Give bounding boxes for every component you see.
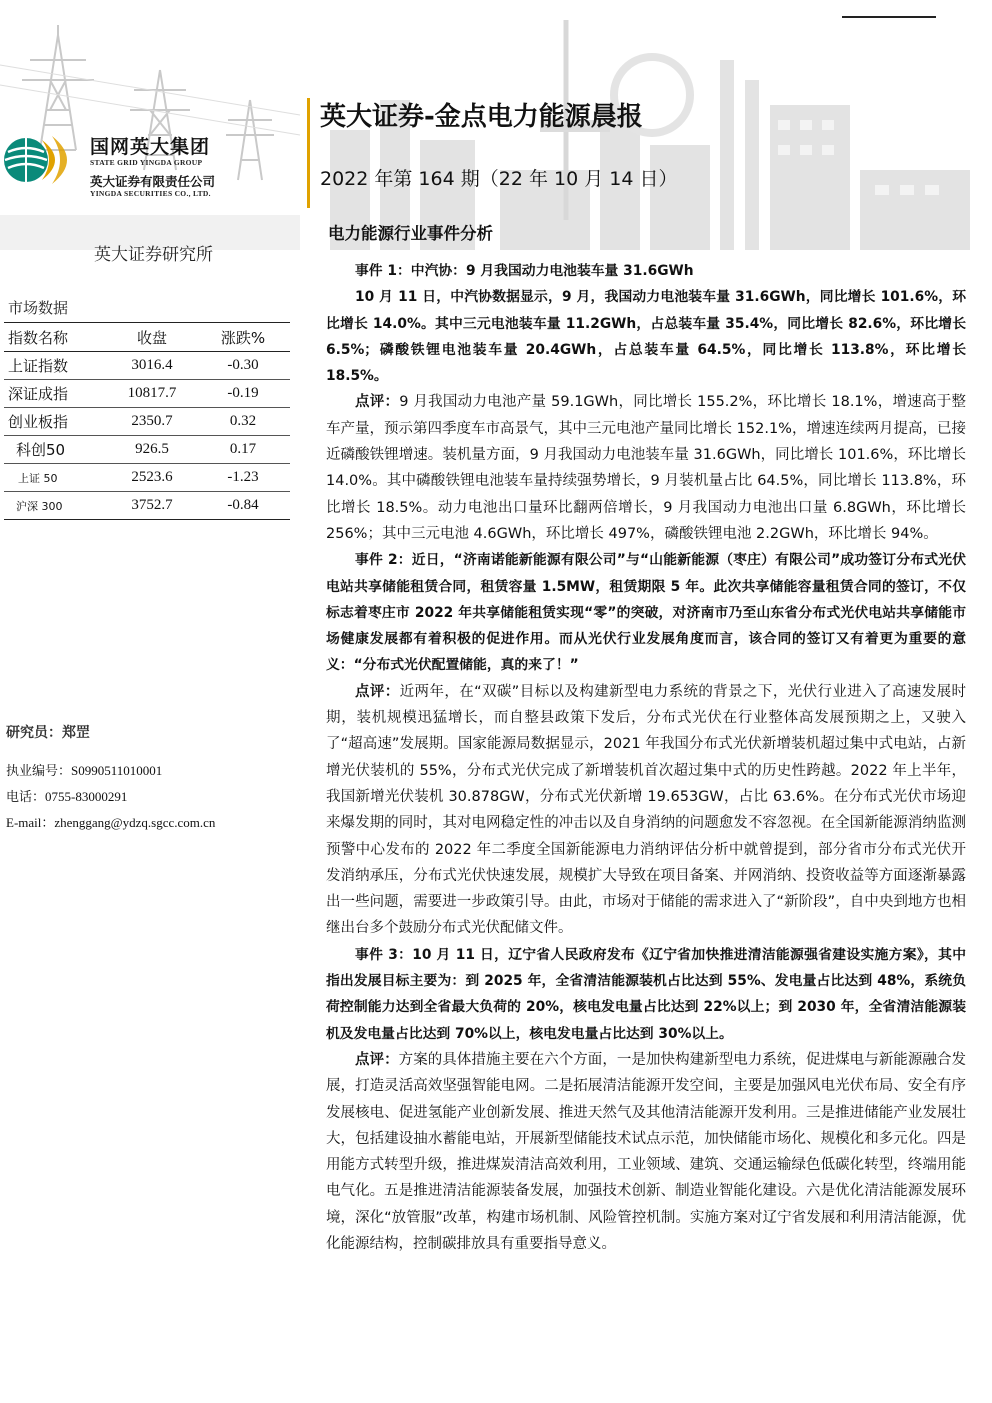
article-body	[326, 258, 966, 1257]
company-name-en: STATE GRID YINGDA GROUP	[90, 158, 203, 167]
index-name: 上证 50	[4, 464, 108, 492]
table-row	[4, 436, 290, 464]
index-name: 沪深 300	[4, 492, 108, 520]
index-change: 0.32	[196, 408, 290, 436]
index-change: -0.84	[196, 492, 290, 520]
comment-text: 方案的具体措施主要在六个方面，一是加快构建新型电力系统，促进煤电与新能源融合发展，打造灵活高效坚强智能电网。二是拓展清洁能源开发空间，主要是加强风电光伏布局、安全有序发展核电、促进氢能产业创新发展、推进天然气及其他清洁能源开发利用。三是推进储能产业发展壮大，包括建设抽水蓄能电站，开展新型储能技术试点示范，加快储能市场化、规模化和多元化。四是用能方式转型升级，推进煤炭清洁高效利用，工业领域、建筑、交通运输绿色低碳化转型，终端用能电气化。五是推进清洁能源装备发展，加强技术创新、制造业智能化建设。六是优化清洁能源发展环境，深化“放管服”改革，构建市场机制、风险管控机制。实施方案对辽宁省发展和利用清洁能源，优化能源结构，控制碳排放具有重要指导意义。	[326, 1051, 967, 1252]
comment-label: 点评：	[355, 683, 400, 700]
analyst-email: E-mail：zhenggang@ydzq.sgcc.com.cn	[6, 815, 216, 830]
column-header: 指数名称	[4, 323, 108, 352]
state-grid-logo-icon	[2, 130, 80, 190]
table-header-row	[4, 323, 290, 352]
index-change: 0.17	[196, 436, 290, 464]
analyst-license: 执业编号：S0990511010001	[6, 763, 163, 778]
event-2-comment	[326, 679, 966, 942]
index-name: 科创50	[4, 436, 108, 464]
section-title: 电力能源行业事件分析	[328, 224, 493, 243]
index-close: 3752.7	[108, 492, 196, 520]
comment-label: 点评：	[355, 1051, 399, 1068]
index-close: 10817.7	[108, 380, 196, 408]
index-close: 3016.4	[108, 352, 196, 380]
company-logo	[2, 130, 272, 202]
table-row	[4, 408, 290, 436]
index-close: 2523.6	[108, 464, 196, 492]
index-change: -0.30	[196, 352, 290, 380]
institute-name: 英大证券研究所	[94, 245, 213, 265]
analyst-phone: 电话：0755-83000291	[6, 789, 128, 804]
index-close: 2350.7	[108, 408, 196, 436]
event-1-body: 10 月 11 日，中汽协数据显示，9 月，我国动力电池装车量 31.6GWh，同比增长 101.6%，环比增长 14.0%。其中三元电池装车量 11.2GWh，占总装车量 35.4%，同比增长 82.6%，环比增长 6.5%；磷酸铁锂电池装车量 20.4GWh，占总装车量 64.5%，同比增长 113.8%，环比增长 18.5%。	[326, 289, 966, 385]
column-header: 涨跌%	[196, 323, 290, 352]
comment-label: 点评：	[355, 394, 400, 411]
index-change: -1.23	[196, 464, 290, 492]
title-accent-bar	[307, 98, 310, 208]
index-name: 上证指数	[4, 352, 108, 380]
event-3-title: 事件 3：10 月 11 日，辽宁省人民政府发布《辽宁省加快推进清洁能源强省建设实施方案》，其中指出发展目标主要为：到 2025 年，全省清洁能源装机占比达到 55%、发电量占比达到 48%，系统负荷控制能力达到全省最大负荷的 20%，核电发电量占比达到 22%以上；到 2030 年，全省清洁能源装机及发电量占比达到 70%以上，核电发电量占比达到 30%以上。	[326, 946, 966, 1042]
comment-text: 近两年，在“双碳”目标以及构建新型电力系统的背景之下，光伏行业进入了高速发展时期，装机规模迅猛增长，而自整县政策下发后，分布式光伏在行业整体高发展预期之上，又驶入了“超高速”发展期。国家能源局数据显示，2021 年我国分布式光伏新增装机超过集中式电站，占新增光伏装机的 55%，分布式光伏完成了新增装机首次超过集中式的历史性跨越。2022 年上半年，我国新增光伏装机 30.878GW，分布式光伏新增 19.653GW，占比 63.6%。在分布式光伏市场迎来爆发期的同时，其对电网稳定性的冲击以及自身消纳的问题愈发不容忽视。在全国新能源消纳监测预警中心发布的 2022 年二季度全国新能源电力消纳评估分析中就曾提到，部分省市分布式光伏开发消纳承压，分布式光伏快速发展，规模扩大导致在项目备案、并网消纳、投资收益等方面逐渐暴露出一些问题，需要进一步政策引导。由此，市场对于储能的需求进入了“新阶段”，自中央到地方也相继出台多个鼓励分布式光伏配储文件。	[326, 683, 966, 937]
table-row	[4, 380, 290, 408]
table-row	[4, 352, 290, 380]
index-change: -0.19	[196, 380, 290, 408]
index-close: 926.5	[108, 436, 196, 464]
report-title: 英大证券-金点电力能源晨报	[320, 102, 643, 132]
event-1-title: 事件 1：中汽协：9 月我国动力电池装车量 31.6GWh	[355, 263, 694, 279]
table-row	[4, 492, 290, 520]
index-name: 创业板指	[4, 408, 108, 436]
analyst-name: 研究员：郑罡	[6, 725, 90, 741]
comment-text: 9 月我国动力电池产量 59.1GWh，同比增长 155.2%，环比增长 18.1%，增速高于整车产量，预示第四季度车市高景气，其中三元电池产量同比增长 152.1%，增速连续两月提高，已接近磷酸铁锂增速。装机量方面，9 月我国动力电池装车量 31.6GWh，同比增长 101.6%，环比增长 14.0%。其中磷酸铁锂电池装车量持续强势增长，9 月装机量占比 64.5%，同比增长 113.8%，环比增长 18.5%。动力电池出口量环比翻两倍增长，9 月我国动力电池出口量 6.8GWh，环比增长 256%；其中三元电池 4.6GWh，环比增长 497%，磷酸铁锂电池 2.2GWh，环比增长 94%。	[326, 394, 967, 542]
market-data-table	[4, 322, 290, 520]
table-row	[4, 464, 290, 492]
top-rule	[842, 16, 936, 18]
event-2-title: 事件 2：近日，“济南诺能新能源有限公司”与“山能新能源（枣庄）有限公司”成功签订分布式光伏电站共享储能租赁合同，租赁容量 1.5MW，租赁期限 5 年。此次共享储能容量租赁合同的签订，不仅标志着枣庄市 2022 年共享储能租赁实现“零”的突破，对济南市乃至山东省分布式光伏电站共享储能市场健康发展都有着积极的促进作用。而从光伏行业发展角度而言，该合同的签订又有着更为重要的意义：“分布式光伏配置储能，真的来了！”	[326, 552, 966, 674]
subsidiary-name-cn: 英大证券有限责任公司	[90, 174, 216, 189]
report-issue: 2022 年第 164 期（22 年 10 月 14 日）	[320, 168, 678, 190]
column-header: 收盘	[108, 323, 196, 352]
event-3-comment	[326, 1047, 966, 1257]
company-name-cn: 国网英大集团	[90, 136, 211, 158]
subsidiary-name-en: YINGDA SECURITIES CO., LTD.	[90, 189, 211, 198]
market-data-label: 市场数据	[8, 299, 69, 317]
index-name: 深证成指	[4, 380, 108, 408]
event-1-comment	[326, 389, 966, 547]
